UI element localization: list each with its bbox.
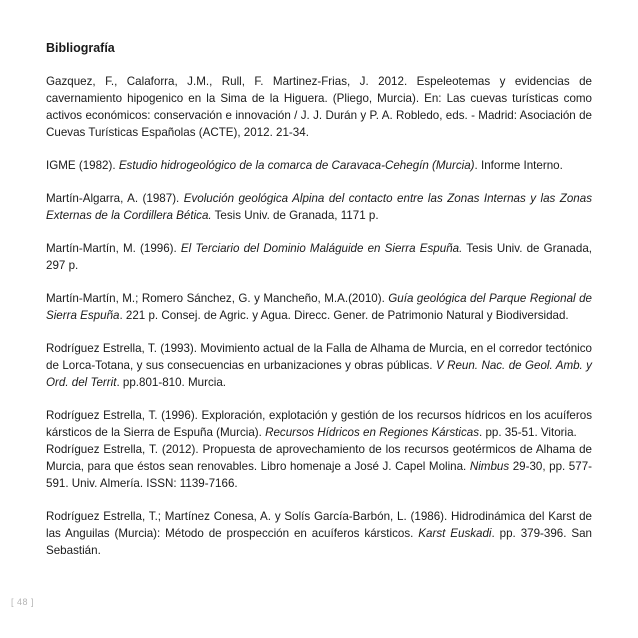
reference-text: . Informe Interno. [474,159,563,172]
reference-text: Gazquez, F., Calaforra, J.M., Rull, F. Martinez-Frias, J. 2012. Espeleotemas y evidencias de cavernamiento hipogenico en la Sima de la Higuera. (Pliego, Murcia). En: Las cuevas turísticas como activos económicos: conservación e innovación / J. J. Durán y P. A. Robledo, eds. - Madrid: Asociación de Cuevas Turísticas Españolas (ACTE), 2012. 21-34. [46,75,592,139]
reference-text: Rodríguez Estrella, T. (1996). Exploración, explotación y gestión de los recursos hídricos en los acuíferos kársticos de la Sierra de Espuña (Murcia). [46,409,592,439]
reference-list [46,73,592,559]
page-number: [ 48 ] [11,597,35,607]
reference-text: Martín-Martín, M.; Romero Sánchez, G. y Mancheño, M.A.(2010). [46,292,389,305]
reference-title: Karst Euskadi [418,527,492,540]
reference-text: Tesis Univ. de Granada, 1171 p. [211,209,379,222]
reference-text: IGME (1982). [46,159,119,172]
reference-entry [46,240,592,274]
reference-text: 29-30, pp. 577-591. Univ. Almería. ISSN: 1139-7166. [46,460,593,490]
reference-text: . pp.801-810. Murcia. [116,376,227,389]
reference-title: Estudio hidrogeológico de la comarca de Caravaca-Cehegín (Murcia) [118,159,475,172]
reference-title: Guía geológica del Parque Regional de Sierra Espuña [46,292,592,322]
reference-entry [46,407,592,441]
reference-entry [46,508,592,559]
reference-text: Rodríguez Estrella, T.; Martínez Conesa, A. y Solís García-Barbón, L. (1986). Hidrodinámica del Karst de las Anguilas (Murcia): Método de prospección en acuíferos kársticos. [46,510,592,540]
reference-entry [46,340,592,391]
reference-text: . pp. 35-51. Vitoria. [479,426,577,439]
reference-text: Martín-Martín, M. (1996). [46,242,181,255]
reference-text: Tesis Univ. de Granada, 297 p. [46,242,592,272]
reference-entry [46,290,592,324]
reference-title: V Reun. Nac. de Geol. Amb. y Ord. del Territ [46,359,592,389]
reference-text: . 221 p. Consej. de Agric. y Agua. Direcc. Gener. de Patrimonio Natural y Biodiversidad. [119,309,569,322]
reference-title: Evolución geológica Alpina del contacto entre las Zonas Internas y las Zonas Externas de la Cordillera Bética. [46,192,592,222]
reference-text: Martín-Algarra, A. (1987). [46,192,184,205]
reference-title: El Terciario del Dominio Maláguide en Sierra Espuña. [180,242,463,255]
reference-title: Nimbus [469,460,510,473]
reference-entry [46,190,592,224]
reference-entry [46,441,592,492]
bibliography-page [46,40,592,575]
reference-text: . pp. 379-396. San Sebastián. [46,527,593,557]
section-heading: Bibliografía [46,41,115,55]
reference-entry [46,73,592,141]
reference-text: Rodríguez Estrella, T. (2012). Propuesta de aprovechamiento de los recursos geotérmicos de Alhama de Murcia, para que éstos sean renovables. Libro homenaje a José J. Capel Molina. [46,443,592,473]
reference-text: Rodríguez Estrella, T. (1993). Movimiento actual de la Falla de Alhama de Murcia, en el corredor tectónico de Lorca-Totana, y sus consecuencias en urbanizaciones y obras públicas. [46,342,592,372]
reference-entry [46,157,592,174]
reference-title: Recursos Hídricos en Regiones Kársticas [265,426,480,439]
